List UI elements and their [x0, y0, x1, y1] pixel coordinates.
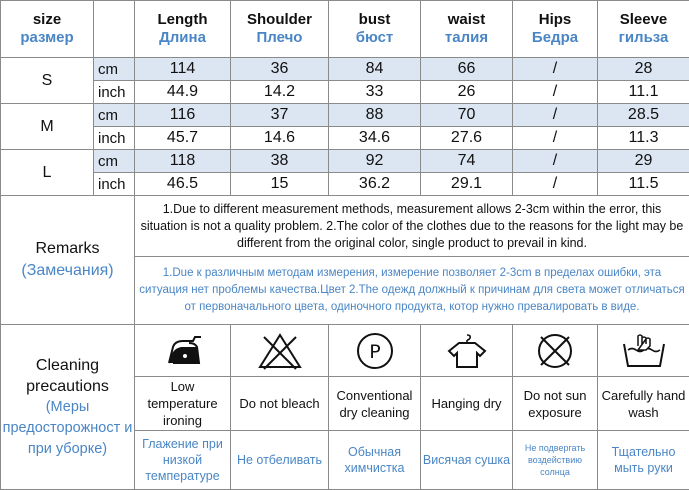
care-label-ru: Глажение при низкой температуре [135, 431, 231, 490]
remarks-row [1, 196, 689, 257]
value-cell: 84 [329, 58, 421, 81]
value-cell: 114 [135, 58, 231, 81]
care-icon-row [1, 325, 689, 377]
care-label-en: Hanging dry [421, 377, 513, 431]
do-not-sun-icon [513, 325, 598, 377]
unit-label: cm [94, 150, 135, 173]
value-cell: 36.2 [329, 173, 421, 196]
value-cell: 26 [421, 81, 513, 104]
column-header-length: Length Длина [135, 1, 231, 58]
value-cell: 11.5 [598, 173, 689, 196]
value-cell: / [513, 104, 598, 127]
value-cell: 116 [135, 104, 231, 127]
value-cell: / [513, 173, 598, 196]
value-cell: / [513, 81, 598, 104]
dry-clean-icon [329, 325, 421, 377]
size-label: L [1, 150, 94, 196]
table-row [1, 173, 689, 196]
remarks-text-en: 1.Due to different measurement methods, measurement allows 2-3cm within the error, this situation is not a quality problem. 2.The color of the clothes due to the reasons for the light may be different from the original color, single product to prevail in kind. [135, 196, 689, 257]
value-cell: 28.5 [598, 104, 689, 127]
value-cell: 15 [231, 173, 329, 196]
value-cell: 29 [598, 150, 689, 173]
hanging-dry-icon [421, 325, 513, 377]
column-header-hips: Hips Бедра [513, 1, 598, 58]
size-label: M [1, 104, 94, 150]
column-header-bust: bust бюст [329, 1, 421, 58]
unit-header [94, 1, 135, 58]
value-cell: 33 [329, 81, 421, 104]
care-label-en: Do not bleach [231, 377, 329, 431]
do-not-bleach-icon [231, 325, 329, 377]
unit-label: inch [94, 173, 135, 196]
value-cell: 88 [329, 104, 421, 127]
value-cell: 70 [421, 104, 513, 127]
care-label-ru: Не отбеливать [231, 431, 329, 490]
column-header-shoulder: Shoulder Плечо [231, 1, 329, 58]
unit-label: cm [94, 58, 135, 81]
value-cell: 38 [231, 150, 329, 173]
value-cell: 14.2 [231, 81, 329, 104]
value-cell: 44.9 [135, 81, 231, 104]
care-label-ru: Обычная химчистка [329, 431, 421, 490]
value-cell: 34.6 [329, 127, 421, 150]
unit-label: inch [94, 127, 135, 150]
value-cell: 28 [598, 58, 689, 81]
remarks-title: Remarks (Замечания) [1, 196, 135, 325]
size-header: size размер [1, 1, 94, 58]
value-cell: 11.1 [598, 81, 689, 104]
header-row [1, 1, 689, 58]
table-row [1, 81, 689, 104]
value-cell: 118 [135, 150, 231, 173]
table-row [1, 58, 689, 81]
remarks-text-ru: 1.Due к различным методам измерения, измерение позволяет 2-3cm в пределах ошибки, эта ситуация нет проблемы качества.Цвет 2.The одежд должный к причинам для света может отличаться от первоначального цвета, одиночного продукта, котор нужно превалировать в виде. [135, 257, 689, 325]
table-row [1, 150, 689, 173]
care-label-ru: Тщательно мыть руки [598, 431, 689, 490]
value-cell: 66 [421, 58, 513, 81]
value-cell: / [513, 150, 598, 173]
cleaning-title: Cleaning precautions (Меры предосторожност и при уборке) [1, 325, 135, 490]
value-cell: 74 [421, 150, 513, 173]
unit-label: inch [94, 81, 135, 104]
value-cell: 14.6 [231, 127, 329, 150]
value-cell: 46.5 [135, 173, 231, 196]
care-label-en: Conventional dry cleaning [329, 377, 421, 431]
size-label: S [1, 58, 94, 104]
column-header-waist: waist талия [421, 1, 513, 58]
svg-text:P: P [369, 341, 380, 363]
value-cell: 45.7 [135, 127, 231, 150]
column-header-sleeve: Sleeve гильза [598, 1, 689, 58]
care-label-en: Low temperature ironing [135, 377, 231, 431]
care-label-ru: Висячая сушка [421, 431, 513, 490]
value-cell: 37 [231, 104, 329, 127]
value-cell: 11.3 [598, 127, 689, 150]
care-label-en: Do not sun exposure [513, 377, 598, 431]
value-cell: 29.1 [421, 173, 513, 196]
table-row [1, 104, 689, 127]
care-label-ru: Не подвергать воздействию солнца [513, 431, 598, 490]
low-temperature-iron-icon [135, 325, 231, 377]
unit-label: cm [94, 104, 135, 127]
value-cell: 92 [329, 150, 421, 173]
care-label-en: Carefully hand wash [598, 377, 689, 431]
hand-wash-icon [598, 325, 689, 377]
table-row [1, 127, 689, 150]
value-cell: / [513, 58, 598, 81]
value-cell: 36 [231, 58, 329, 81]
value-cell: / [513, 127, 598, 150]
value-cell: 27.6 [421, 127, 513, 150]
